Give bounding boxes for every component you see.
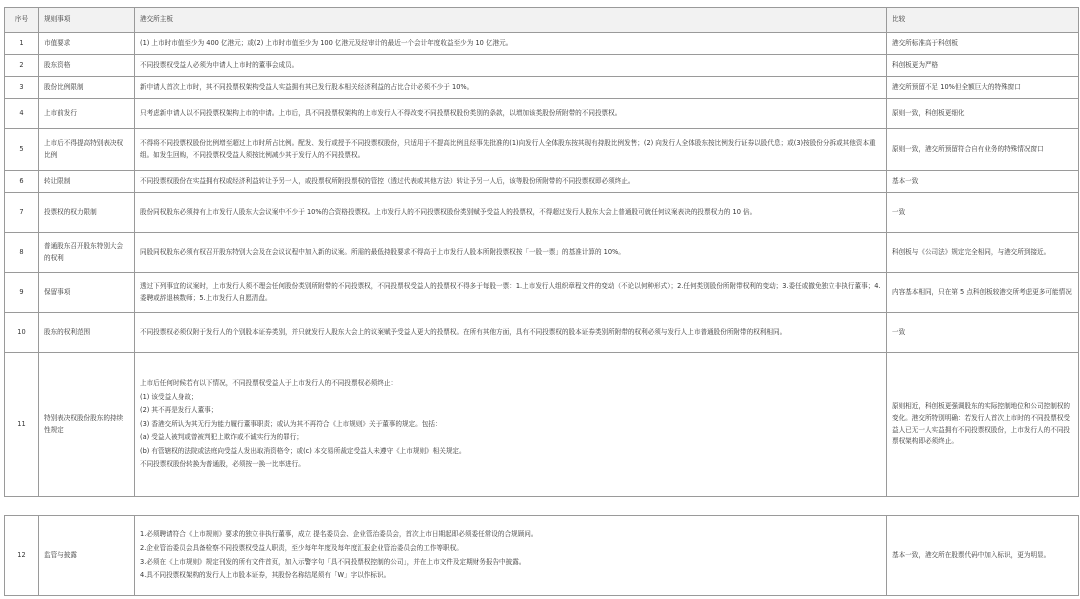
- row-hkex: 不得将不同投票权股份比例增至超过上市时所占比例。配发、发行或授予不同投票权股份，只适用于不提高比例且经事先批准的(1)向发行人全体股东按其现有持股比例发售；(2) 向发行人全体股东按比例发行证券以股代息；或(3)按股份分拆或其他资本重组。如发生回购，不同投票权受益人须按比例减少其于发行人的不同投票权。: [135, 129, 887, 171]
- row-item: 上市后不得提高特别表决权比例: [39, 129, 135, 171]
- comparison-table: [4, 7, 1079, 497]
- row-compare: 内容基本相同，只在第 5 点科创板较港交所考虑更多可能情况: [887, 273, 1079, 313]
- row-hkex: [135, 516, 887, 596]
- hkex-clause: (1) 该受益人身故；: [140, 392, 198, 401]
- row-no: 5: [5, 129, 39, 171]
- row-hkex: 不同投票权必须仅附于发行人的个别股本证券类别，并只就发行人股东大会上的议案赋予受益人更大的投票权。在所有其他方面，具有不同投票权的股本证券类别所附带的权利必须与发行人上市普通股份所附带的权利相同。: [135, 313, 887, 353]
- row-compare: 科创板更为严格: [887, 55, 1079, 77]
- hkex-outro: 不同投票权股份转换为普通股，必须按一换一比率进行。: [140, 460, 305, 469]
- row-no: 9: [5, 273, 39, 313]
- row-item: 股东资格: [39, 55, 135, 77]
- row-compare: 基本一致，港交所在股票代码中加入标识，更为明显。: [887, 516, 1079, 596]
- row-compare: 一致: [887, 313, 1079, 353]
- row-no: 8: [5, 233, 39, 273]
- row-hkex: 不同投票权股份在实益拥有权或经济利益转让予另一人，或投票权所附投票权的管控（透过代表或其他方法）转让予另一人后，该等股份所附带的不同投票权即必须终止。: [135, 171, 887, 193]
- row-no: 6: [5, 171, 39, 193]
- table-row: [5, 313, 1079, 353]
- row-item: 投票权的权力限制: [39, 193, 135, 233]
- header-compare: 比较: [887, 8, 1079, 33]
- table-row: [5, 193, 1079, 233]
- hkex-clause: 1.必须聘请符合《上市规则》要求的独立非执行董事，成立 提名委员会、企业管治委员会，首次上市日期起即必须委任常设的合规顾问。: [140, 530, 538, 539]
- row-compare: 科创板与《公司法》规定完全相同，与港交所到接近。: [887, 233, 1079, 273]
- table-row: [5, 129, 1079, 171]
- row-compare: 原则相近，科创板更强调股东的实际控制地位和公司控制权的变化。港交所特别明确：若发行人首次上市时的不同投票权受益人已无一人实益拥有不同投票权股份，上市发行人的不同投票权架构即必须终止。: [887, 353, 1079, 497]
- row-no: 4: [5, 99, 39, 129]
- row-item: 保留事项: [39, 273, 135, 313]
- hkex-clause: 4.具不同投票权架构的发行人上市股本证券，其股份名称结尾须有「W」字以作标识。: [140, 571, 391, 580]
- table-row: [5, 171, 1079, 193]
- row-hkex: 同股同权股东必须有权召开股东特别大会及在会议议程中加入新的议案。所需的最低持股要求不得高于上市发行人股本所附投票权按「一股一票」的基准计算的 10%。: [135, 233, 887, 273]
- row-no: 10: [5, 313, 39, 353]
- row-item: 上市前发行: [39, 99, 135, 129]
- hkex-clause: 3.必须在《上市规则》规定刊发的所有文件首页，加入示警字句「具不同投票权控制的公司」，并在上市文件及定期财务报告中披露。: [140, 557, 526, 566]
- row-hkex: (1) 上市时市值至少为 400 亿港元；或(2) 上市时市值至少为 100 亿港元及经审计的最近一个会计年度收益至少为 10 亿港元。: [135, 33, 887, 55]
- table-row: [5, 99, 1079, 129]
- row-hkex: 透过下列事宜的议案时，上市发行人须不理会任何股份类别所附带的不同投票权，不同投票权受益人的投票权不得多于每股一票：1.上市发行人组织章程文件的变动（不论以何种形式）；2.任何类别股份所附带权利的变动；3.委任或撤免独立非执行董事；4.委聘或辞退核数师；5.上市发行人自愿清盘。: [135, 273, 887, 313]
- row-no: 7: [5, 193, 39, 233]
- table-row: [5, 516, 1079, 596]
- hkex-clause: (3) 香港交所认为其无行为能力履行董事职责；或认为其不再符合《上市规则》关于董事的规定。包括：: [140, 419, 442, 428]
- table-row: [5, 233, 1079, 273]
- comparison-table-continued: [4, 515, 1079, 596]
- row-compare: 港交所标准高于科创板: [887, 33, 1079, 55]
- row-no: 1: [5, 33, 39, 55]
- row-hkex: 股份同权股东必须持有上市发行人股东大会议案中不少于 10%的合资格投票权。上市发行人的不同投票权股份类别赋予受益人的投票权，不得超过发行人股东大会上普通股可就任何议案表决的投票权力的 10 倍。: [135, 193, 887, 233]
- table-row: [5, 55, 1079, 77]
- row-compare: 一致: [887, 193, 1079, 233]
- row-item: 普通股东召开股东特别大会的权利: [39, 233, 135, 273]
- hkex-clause: (b) 有管辖权的法院或法庭向受益人发出取消资格令；或(c) 本交易所裁定受益人未遵守《上市规则》相关规定。: [140, 446, 466, 455]
- row-compare: 原则一致，科创板更细化: [887, 99, 1079, 129]
- table-header-row: [5, 8, 1079, 33]
- row-no: 2: [5, 55, 39, 77]
- row-item: 市值要求: [39, 33, 135, 55]
- row-no: 11: [5, 353, 39, 497]
- header-no: 序号: [5, 8, 39, 33]
- row-hkex: 不同投票权受益人必须为申请人上市时的董事会成员。: [135, 55, 887, 77]
- table-row: [5, 33, 1079, 55]
- row-compare: 基本一致: [887, 171, 1079, 193]
- table-row: [5, 353, 1079, 497]
- row-hkex: [135, 353, 887, 497]
- hkex-clause: (a) 受益人被判或曾被判犯上欺诈或不诚实行为的罪行；: [140, 433, 303, 442]
- header-item: 规则事项: [39, 8, 135, 33]
- table-row: [5, 273, 1079, 313]
- hkex-clause: 2.企业管治委员会具备检察不同投票权受益人职责，至少每年年度及每年度汇报企业管治委员会的工作等职权。: [140, 543, 463, 552]
- row-compare: 港交所预留不足 10%但全额巨大的特殊窗口: [887, 77, 1079, 99]
- row-compare: 原则一致，港交所预留符合自有业务的特殊情况窗口: [887, 129, 1079, 171]
- row-item: 特别表决权股份股东的持续性规定: [39, 353, 135, 497]
- table-row: [5, 77, 1079, 99]
- row-hkex: 新申请人首次上市时，其不同投票权架构受益人实益拥有其已发行股本相关经济利益的占比合计必须不少于 10%。: [135, 77, 887, 99]
- row-item: 转让限制: [39, 171, 135, 193]
- row-item: 股东的权利范围: [39, 313, 135, 353]
- row-no: 3: [5, 77, 39, 99]
- row-item: 股份比例限制: [39, 77, 135, 99]
- hkex-intro: 上市后任何时候若有以下情况，不同投票权受益人于上市发行人的不同投票权必须终止：: [140, 379, 398, 388]
- hkex-clause: (2) 其不再是发行人董事；: [140, 406, 218, 415]
- row-hkex: 只考虑新申请人以不同投票权架构上市的申请。上市后，具不同投票权架构的上市发行人不得改变不同投票权股份类别的条款，以增加该类股份所附带的不同投票权。: [135, 99, 887, 129]
- row-no: 12: [5, 516, 39, 596]
- row-item: 监管与披露: [39, 516, 135, 596]
- header-hkex: 港交所主板: [135, 8, 887, 33]
